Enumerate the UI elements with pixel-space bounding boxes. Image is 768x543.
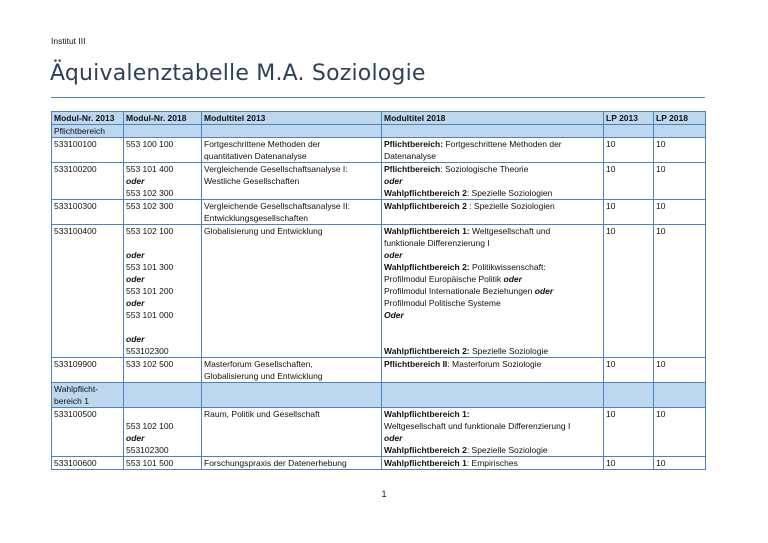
table-row — [52, 138, 706, 163]
title-text: Datenanalyse — [384, 151, 436, 161]
title-text: : Empirisches — [466, 458, 518, 468]
modul-nr-2013-cell: 533109900 — [52, 358, 124, 383]
modul-nr-line: 553 102 100 — [126, 421, 174, 431]
equivalence-table — [51, 111, 706, 470]
title-underline — [51, 97, 705, 98]
area-label: Wahlpflichtbereich 2: — [384, 346, 470, 356]
modultitel-line: Masterforum Gesellschaften, — [204, 359, 313, 369]
modultitel-line — [384, 358, 601, 370]
title-text: : Spezielle Soziologie — [466, 445, 548, 455]
modultitel-line — [384, 297, 601, 309]
column-header-modultitel-2013: Modultitel 2013 — [202, 112, 382, 125]
modul-nr-line: 553 101 200 — [126, 286, 174, 296]
modul-nr-2013-cell: 533100100 — [52, 138, 124, 163]
area-label: Wahlpflichtbereich 2: — [384, 262, 470, 272]
modul-nr-line — [126, 321, 199, 333]
modultitel-line: Globalisierung und Entwicklung — [204, 371, 323, 381]
column-header-modultitel-2018: Modultitel 2018 — [382, 112, 604, 125]
modul-nr-line: 553 102 300 — [126, 201, 174, 211]
modultitel-line — [384, 200, 601, 212]
modul-nr-line: 553 101 300 — [126, 262, 174, 272]
modultitel-line — [384, 321, 601, 333]
section-label: Pflichtbereich — [52, 125, 124, 138]
modultitel-2018-cell — [382, 408, 604, 457]
table-row — [52, 225, 706, 358]
modul-nr-line: 553 100 100 — [126, 139, 174, 149]
title-text: Profilmodul Internationale Beziehungen — [384, 286, 535, 296]
modultitel-line — [384, 285, 601, 297]
oder-connector: oder — [126, 176, 145, 186]
modul-nr-line: 553 101 000 — [126, 310, 174, 320]
modultitel-2018-cell — [382, 225, 604, 358]
modultitel-line: Vergleichende Gesellschaftsanalyse I: — [204, 164, 348, 174]
modul-nr-2013-cell: 533100500 — [52, 408, 124, 457]
modul-nr-2018-cell — [124, 138, 202, 163]
modul-nr-2013-cell: 533100400 — [52, 225, 124, 358]
area-label: Wahlpflichtbereich 1: — [384, 409, 470, 419]
lp-2013-cell: 10 — [604, 358, 654, 383]
modultitel-line — [384, 237, 601, 249]
modul-nr-2013-cell: 533100300 — [52, 200, 124, 225]
modultitel-line: Globalisierung und Entwicklung — [204, 226, 323, 236]
section-label-line: bereich 1 — [54, 396, 89, 406]
title-text: Politikwissenschaft: — [469, 262, 546, 272]
modul-nr-line: 553 102 100 — [126, 226, 174, 236]
oder-connector: oder — [384, 176, 403, 186]
modultitel-line — [384, 225, 601, 237]
modul-nr-line: 553 101 500 — [126, 458, 174, 468]
title-text: Profilmodul Politische Systeme — [384, 298, 501, 308]
section-row-wahlpflichtbereich-1 — [52, 383, 706, 408]
area-label: Wahlpflichtbereich 2 — [384, 201, 467, 211]
modul-nr-line: 553 101 400 — [126, 164, 174, 174]
modultitel-2013-cell — [202, 358, 382, 383]
lp-2018-cell: 10 — [654, 225, 706, 358]
section-label — [52, 383, 124, 408]
area-label: Pflichtbereich — [384, 164, 441, 174]
modul-nr-line — [126, 408, 199, 420]
section-empty-cell — [124, 383, 202, 408]
modul-nr-line: 553102300 — [126, 346, 169, 356]
modultitel-line — [384, 444, 601, 456]
modultitel-line — [384, 150, 601, 162]
oder-connector: oder — [126, 433, 145, 443]
table-row — [52, 358, 706, 383]
modul-nr-2013-cell: 533100600 — [52, 457, 124, 470]
lp-2013-cell: 10 — [604, 163, 654, 200]
modul-nr-2018-cell — [124, 225, 202, 358]
oder-connector: Oder — [384, 310, 404, 320]
modultitel-line: Raum, Politik und Gesellschaft — [204, 409, 320, 419]
document-title: Äquivalenztabelle M.A. Soziologie — [50, 61, 426, 86]
section-label-line: Wahlpflicht- — [54, 384, 99, 394]
modultitel-2018-cell — [382, 457, 604, 470]
title-text: Weltgesellschaft und — [469, 226, 551, 236]
modultitel-line: Westliche Gesellschaften — [204, 176, 300, 186]
area-label: Wahlpflichtbereich 1 — [384, 458, 467, 468]
modultitel-line — [384, 249, 601, 261]
modultitel-line — [384, 457, 601, 469]
title-text: : Masterforum Soziologie — [447, 359, 542, 369]
modultitel-line — [384, 309, 601, 321]
area-label: Pflichtbereich: — [384, 139, 444, 149]
oder-connector: oder — [126, 274, 145, 284]
table-body — [52, 125, 706, 470]
column-header-modul-nr-2013: Modul-Nr. 2013 — [52, 112, 124, 125]
modul-nr-line — [126, 237, 199, 249]
oder-connector: oder — [503, 274, 522, 284]
lp-2013-cell: 10 — [604, 200, 654, 225]
modultitel-line — [384, 420, 601, 432]
modul-nr-2018-cell — [124, 457, 202, 470]
section-empty-cell — [202, 383, 382, 408]
modultitel-2013-cell — [202, 225, 382, 358]
modul-nr-line: 553102300 — [126, 445, 169, 455]
modultitel-line: quantitativen Datenanalyse — [204, 151, 307, 161]
modultitel-line — [384, 432, 601, 444]
lp-2018-cell: 10 — [654, 138, 706, 163]
column-header-lp-2018: LP 2018 — [654, 112, 706, 125]
table-header-row — [52, 112, 706, 125]
section-empty-cell — [604, 383, 654, 408]
area-label: Wahlpflichtbereich 2 — [384, 445, 467, 455]
modultitel-line: Entwicklungsgesellschaften — [204, 213, 308, 223]
modultitel-line — [384, 175, 601, 187]
lp-2013-cell: 10 — [604, 138, 654, 163]
title-text: : Soziologische Theorie — [440, 164, 529, 174]
title-text: Fortgeschrittene Methoden der — [443, 139, 562, 149]
modultitel-line: Fortgeschrittene Methoden der — [204, 139, 321, 149]
modultitel-line: Vergleichende Gesellschaftsanalyse II: — [204, 201, 351, 211]
modul-nr-line: 553 102 300 — [126, 188, 174, 198]
section-row-pflichtbereich — [52, 125, 706, 138]
table-row — [52, 408, 706, 457]
modultitel-line — [384, 333, 601, 345]
modul-nr-2018-cell — [124, 200, 202, 225]
lp-2018-cell: 10 — [654, 408, 706, 457]
lp-2013-cell: 10 — [604, 408, 654, 457]
oder-connector: oder — [126, 250, 145, 260]
table-row — [52, 457, 706, 470]
header-institute: Institut III — [51, 36, 86, 46]
modultitel-2013-cell — [202, 408, 382, 457]
lp-2018-cell: 10 — [654, 358, 706, 383]
area-label: Wahlpflichtbereich 2 — [384, 188, 467, 198]
oder-connector: oder — [384, 250, 403, 260]
title-text: : Spezielle Soziologien — [466, 201, 555, 211]
section-empty-cell — [654, 383, 706, 408]
oder-connector: oder — [384, 433, 403, 443]
lp-2018-cell: 10 — [654, 163, 706, 200]
page-number: 1 — [381, 489, 387, 499]
modultitel-2018-cell — [382, 138, 604, 163]
area-label: Pflichtbereich II — [384, 359, 448, 369]
table-row — [52, 200, 706, 225]
modultitel-2013-cell — [202, 200, 382, 225]
modultitel-2013-cell — [202, 138, 382, 163]
modul-nr-2013-cell: 533100200 — [52, 163, 124, 200]
area-label: Wahlpflichtbereich 1: — [384, 226, 470, 236]
modultitel-line — [384, 345, 601, 357]
modul-nr-2018-cell — [124, 163, 202, 200]
modultitel-line — [384, 187, 601, 199]
lp-2018-cell: 10 — [654, 457, 706, 470]
modultitel-2013-cell — [202, 163, 382, 200]
modultitel-line: Forschungspraxis der Datenerhebung — [204, 458, 347, 468]
modultitel-line — [384, 163, 601, 175]
title-text: Spezielle Soziologie — [469, 346, 549, 356]
section-empty-cell — [382, 383, 604, 408]
modultitel-line — [384, 408, 601, 420]
column-header-lp-2013: LP 2013 — [604, 112, 654, 125]
title-text: : Spezielle Soziologien — [466, 188, 553, 198]
title-text: Weltgesellschaft und funktionale Differenzierung I — [384, 421, 571, 431]
title-text: Profilmodul Europäische Politik — [384, 274, 504, 284]
title-text: funktionale Differenzierung I — [384, 238, 490, 248]
modultitel-2013-cell — [202, 457, 382, 470]
modultitel-2018-cell — [382, 163, 604, 200]
modultitel-2018-cell — [382, 358, 604, 383]
modultitel-2018-cell — [382, 200, 604, 225]
lp-2018-cell: 10 — [654, 200, 706, 225]
modul-nr-2018-cell — [124, 358, 202, 383]
modultitel-line — [384, 273, 601, 285]
column-header-modul-nr-2018: Modul-Nr. 2018 — [124, 112, 202, 125]
modultitel-line — [384, 261, 601, 273]
lp-2013-cell: 10 — [604, 225, 654, 358]
oder-connector: oder — [126, 298, 145, 308]
table-row — [52, 163, 706, 200]
oder-connector: oder — [534, 286, 554, 296]
modul-nr-2018-cell — [124, 408, 202, 457]
modul-nr-line: 533 102 500 — [126, 359, 174, 369]
modultitel-line — [384, 138, 601, 150]
lp-2013-cell: 10 — [604, 457, 654, 470]
oder-connector: oder — [126, 334, 145, 344]
